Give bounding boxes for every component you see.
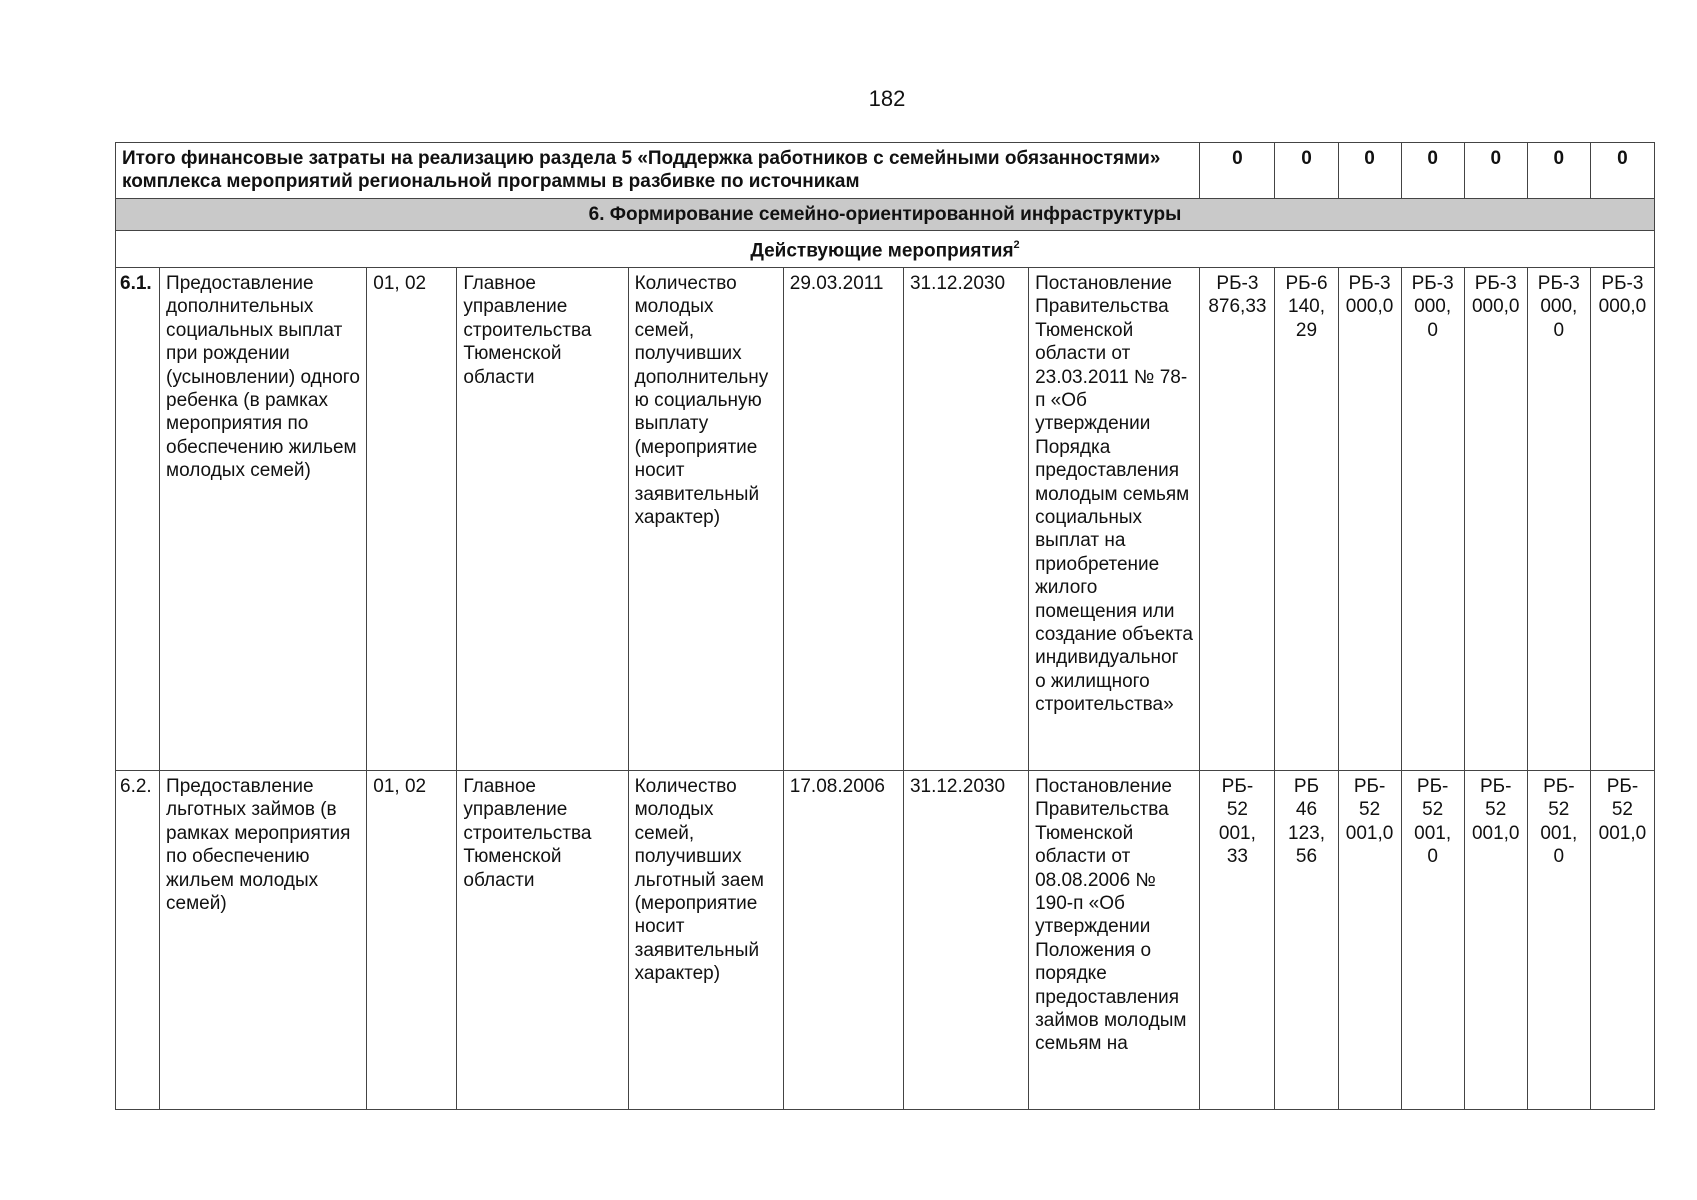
funding-cell (1527, 267, 1590, 770)
footnote-mark: 2 (1013, 239, 1020, 252)
funding-line: 123, (1288, 822, 1325, 844)
row-executor: Главное управление строительства Тюменской области (457, 267, 628, 770)
row-index: 6.2. (116, 770, 160, 1109)
funding-line: РБ- (1221, 775, 1254, 797)
funding-cell (1200, 267, 1275, 770)
row-basis: Постановление Правительства Тюменской области от 23.03.2011 № 78-п «Об утверждении Порядка предоставления молодым семьям социальных выплат на приобретение жилого помещения или создание объекта индивидуальног о жилищного строительства» (1029, 267, 1200, 770)
row-codes: 01, 02 (367, 267, 457, 770)
funding-line: РБ- (1416, 775, 1449, 797)
funding-line: 140, (1288, 296, 1325, 318)
row-start-date: 29.03.2011 (783, 267, 903, 770)
funding-line: 000,0 (1598, 296, 1647, 318)
subsection-row (116, 231, 1655, 268)
funding-line: РБ- (1543, 775, 1575, 797)
funding-line: РБ-3 (1474, 272, 1517, 294)
total-value: 0 (1464, 143, 1527, 199)
program-table (115, 142, 1655, 1110)
funding-line: РБ- (1479, 775, 1512, 797)
row-index: 6.1. (116, 267, 160, 770)
row-description: Предоставление льготных займов (в рамках мероприятия по обеспечению жильем молодых семей) (160, 770, 367, 1109)
funding-cell (1275, 267, 1338, 770)
total-value: 0 (1401, 143, 1464, 199)
row-indicator: Количество молодых семей, получивших дополнительну ю социальную выплату (мероприятие носит заявительный характер) (628, 267, 783, 770)
funding-line: 001, (1414, 822, 1452, 844)
funding-line: РБ-3 (1348, 272, 1391, 294)
funding-line: 000, (1414, 296, 1452, 318)
subsection-label: Действующие мероприятия (750, 240, 1014, 262)
table-row (116, 770, 1655, 1109)
row-indicator: Количество молодых семей, получивших льготный заем (мероприятие носит заявительный характер) (628, 770, 783, 1109)
total-value: 0 (1590, 143, 1654, 199)
funding-line: 0 (1553, 319, 1565, 341)
funding-line: 52 (1359, 799, 1381, 821)
total-row (116, 143, 1655, 199)
funding-cell (1401, 770, 1464, 1109)
funding-line: РБ-6 (1285, 272, 1328, 294)
funding-line: 001, (1218, 822, 1256, 844)
funding-cell (1590, 770, 1654, 1109)
section-header-row (116, 198, 1655, 230)
funding-line: 52 (1485, 799, 1507, 821)
row-start-date: 17.08.2006 (783, 770, 903, 1109)
funding-cell (1275, 770, 1338, 1109)
funding-line: 46 (1295, 799, 1318, 821)
funding-cell (1464, 770, 1527, 1109)
funding-line: 000,0 (1471, 296, 1520, 318)
funding-cell (1464, 267, 1527, 770)
row-end-date: 31.12.2030 (903, 770, 1028, 1109)
funding-line: РБ- (1353, 775, 1386, 797)
funding-line: РБ (1293, 775, 1320, 797)
funding-line: РБ-3 (1216, 272, 1259, 294)
funding-line: РБ-3 (1411, 272, 1454, 294)
funding-cell (1338, 770, 1401, 1109)
funding-line: 001,0 (1345, 822, 1394, 844)
section-title: 6. Формирование семейно-ориентированной инфраструктуры (116, 198, 1655, 230)
subsection-title (116, 231, 1655, 268)
row-end-date: 31.12.2030 (903, 267, 1028, 770)
page-number: 182 (868, 86, 906, 111)
row-basis: Постановление Правительства Тюменской области от 08.08.2006 № 190-п «Об утверждении Положения о порядке предоставления займов молодым семьям на (1029, 770, 1200, 1109)
total-value: 0 (1200, 143, 1275, 199)
funding-line: 52 (1422, 799, 1444, 821)
total-value: 0 (1338, 143, 1401, 199)
funding-cell (1401, 267, 1464, 770)
funding-line: 000, (1540, 296, 1578, 318)
funding-line: РБ- (1606, 775, 1639, 797)
total-value: 0 (1275, 143, 1338, 199)
funding-cell (1527, 770, 1590, 1109)
table-row (116, 267, 1655, 770)
funding-line: 001,0 (1598, 822, 1647, 844)
funding-line: 52 (1611, 799, 1633, 821)
funding-line: РБ-3 (1601, 272, 1644, 294)
funding-line: 56 (1295, 846, 1318, 868)
funding-cell (1200, 770, 1275, 1109)
funding-line: 0 (1553, 846, 1565, 868)
funding-line: 33 (1226, 846, 1248, 868)
funding-cell (1590, 267, 1654, 770)
total-value: 0 (1527, 143, 1590, 199)
funding-line: 52 (1548, 799, 1570, 821)
row-executor: Главное управление строительства Тюменской области (457, 770, 628, 1109)
row-codes: 01, 02 (367, 770, 457, 1109)
funding-line: 876,33 (1208, 296, 1267, 318)
funding-line: РБ-3 (1537, 272, 1580, 294)
funding-line: 0 (1427, 319, 1438, 341)
funding-line: 000,0 (1345, 296, 1394, 318)
row-description: Предоставление дополнительных социальных выплат при рождении (усыновлении) одного ребенка (в рамках мероприятия по обеспечению жильем молодых семей) (160, 267, 367, 770)
funding-cell (1338, 267, 1401, 770)
funding-line: 0 (1427, 846, 1438, 868)
funding-line: 29 (1295, 319, 1318, 341)
funding-line: 001, (1540, 822, 1578, 844)
funding-line: 52 (1226, 799, 1248, 821)
funding-line: 001,0 (1471, 822, 1520, 844)
total-label: Итого финансовые затраты на реализацию раздела 5 «Поддержка работников с семейными обязанностями» комплекса мероприятий региональной программы в разбивке по источникам (116, 143, 1200, 199)
